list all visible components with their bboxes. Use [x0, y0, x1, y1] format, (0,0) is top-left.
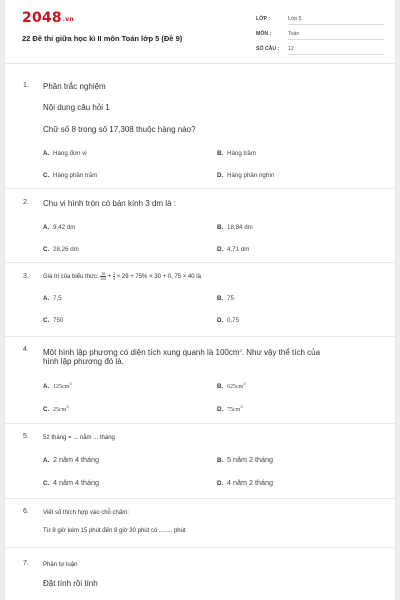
meta-class [256, 15, 384, 27]
option-text: 28,26 dm [53, 246, 79, 253]
header-divider [5, 63, 395, 64]
worksheet-header [5, 0, 395, 62]
question-text: Phần tự luận [43, 562, 78, 568]
option-letter: C. [43, 172, 50, 179]
question-divider [5, 498, 395, 499]
question-text-line2: hình lập phương đó là. [43, 357, 124, 366]
question-number: 5. [23, 433, 29, 440]
count-label: SỐ CÂU : [256, 46, 280, 52]
option-letter: A. [43, 224, 50, 231]
question-text: Phần trắc nghiệm [43, 82, 106, 91]
question-text-line1a: Một hình lập phương có diện tích xung quanh là 100cm [43, 348, 240, 357]
meta-count [256, 45, 384, 57]
option-letter: A. [43, 383, 50, 390]
option-letter: D. [217, 172, 224, 179]
fraction-1: $\frac{25}{100}$ [100, 272, 107, 281]
question-subtitle: Nội dung câu hỏi 1 [43, 103, 110, 112]
option-a[interactable] [43, 224, 75, 231]
unit-exponent: 3 [69, 381, 72, 386]
subject-value: Toán [288, 31, 384, 40]
option-text: Hàng trăm [227, 150, 256, 157]
option-b[interactable] [217, 381, 246, 390]
option-a[interactable] [43, 295, 62, 302]
option-letter: B. [217, 383, 224, 390]
worksheet-page [5, 0, 395, 600]
option-a[interactable] [43, 455, 99, 464]
unit-exponent: 3 [66, 404, 69, 409]
option-letter: C. [43, 317, 50, 324]
option-letter: D. [217, 480, 224, 487]
option-c[interactable] [43, 172, 97, 179]
question-divider [5, 188, 395, 189]
option-text: 75 [227, 295, 234, 302]
option-letter: B. [217, 457, 224, 464]
option-letter: C. [43, 480, 50, 487]
option-letter: A. [43, 150, 50, 157]
option-text: 5 năm 2 tháng [227, 455, 273, 464]
option-text: Hàng đơn vị [53, 150, 87, 157]
option-d[interactable] [217, 317, 239, 324]
option-letter: C. [43, 406, 50, 413]
question-divider [5, 547, 395, 548]
unit-exponent: 3 [240, 404, 243, 409]
option-text: 75cm [227, 407, 241, 413]
option-letter: C. [43, 246, 50, 253]
option-d[interactable] [217, 404, 243, 413]
expression-prefix: Giá trị của biểu thức: [43, 274, 99, 281]
question-divider [5, 423, 395, 424]
option-b[interactable] [217, 455, 273, 464]
question-text: 52 tháng = ... năm ... tháng [43, 435, 115, 441]
option-text: 9,42 dm [53, 224, 76, 231]
option-d[interactable] [217, 172, 274, 179]
question-number: 3. [23, 273, 29, 280]
option-text: 18,84 dm [227, 224, 253, 231]
unit-exponent: 3 [243, 381, 246, 386]
question-number: 7. [23, 560, 29, 567]
option-text: 4 năm 4 tháng [53, 478, 99, 487]
count-value: 12 [288, 46, 384, 55]
option-text: 0,75 [227, 317, 240, 324]
class-label: LỚP : [256, 16, 271, 22]
question-divider [5, 262, 395, 263]
option-c[interactable] [43, 404, 69, 413]
option-letter: D. [217, 317, 224, 324]
option-b[interactable] [217, 224, 253, 231]
option-d[interactable] [217, 478, 273, 487]
option-text: 750 [53, 317, 64, 324]
option-letter: B. [217, 295, 224, 302]
option-letter: D. [217, 406, 224, 413]
question-text: Viết số thích hợp vào chỗ chấm: [43, 510, 129, 516]
option-letter: D. [217, 246, 224, 253]
page-title: 22 Đề thi giữa học kì II môn Toán lớp 5 (Đề 9) [22, 34, 183, 43]
option-b[interactable] [217, 295, 234, 302]
question-number: 6. [23, 508, 29, 515]
logo-text: 2048 [22, 10, 62, 26]
option-text: 125cm [53, 384, 70, 390]
option-b[interactable] [217, 150, 256, 157]
option-text: 7,5 [53, 295, 62, 302]
option-letter: B. [217, 150, 224, 157]
option-a[interactable] [43, 381, 72, 390]
option-text: Hàng phần trăm [53, 172, 98, 179]
option-text: 4 năm 2 tháng [227, 478, 273, 487]
option-a[interactable] [43, 150, 87, 157]
question-number: 4. [23, 346, 29, 353]
meta-subject [256, 30, 384, 42]
expression-suffix: × 29 + 75% × 30 + 0, 75 × 40 là [116, 274, 201, 281]
class-value: Lớp 5 [288, 16, 384, 25]
question-text-line1b: . Như vậy thể tích của [241, 348, 321, 357]
option-letter: A. [43, 295, 50, 302]
question-prompt: Từ 8 giờ kém 15 phút đến 8 giờ 30 phút có ........ phút [43, 528, 186, 534]
option-text: 25cm [53, 407, 67, 413]
logo-domain: .vn [62, 16, 74, 23]
question-subtitle: Đặt tính rồi tính [43, 579, 98, 588]
option-c[interactable] [43, 317, 63, 324]
option-text: Hàng phần nghìn [227, 172, 275, 179]
fraction-2: $\frac{1}{4}$ [113, 272, 116, 281]
question-divider [5, 336, 395, 337]
question-prompt: Chữ số 8 trong số 17,308 thuộc hàng nào? [43, 125, 196, 134]
option-text: 4,71 dm [227, 246, 250, 253]
option-letter: A. [43, 457, 50, 464]
option-d[interactable] [217, 246, 249, 253]
option-text: 625cm [227, 384, 244, 390]
subject-label: MÔN : [256, 31, 272, 37]
option-c[interactable] [43, 478, 99, 487]
question-text: Chu vi hình tròn có bán kính 3 dm là : [43, 199, 176, 208]
option-text: 2 năm 4 tháng [53, 455, 99, 464]
option-c[interactable] [43, 246, 79, 253]
question-number: 2. [23, 199, 29, 206]
question-number: 1. [23, 82, 29, 89]
option-letter: B. [217, 224, 224, 231]
unit-exponent: 2 [239, 348, 242, 353]
site-logo[interactable] [22, 10, 74, 26]
question-text: Giá trị của biểu thức: $\frac{25}{100}$ + $\frac{1}{4}$ × 29 + 75% × 30 + 0, 75 × 40 là [43, 272, 201, 281]
